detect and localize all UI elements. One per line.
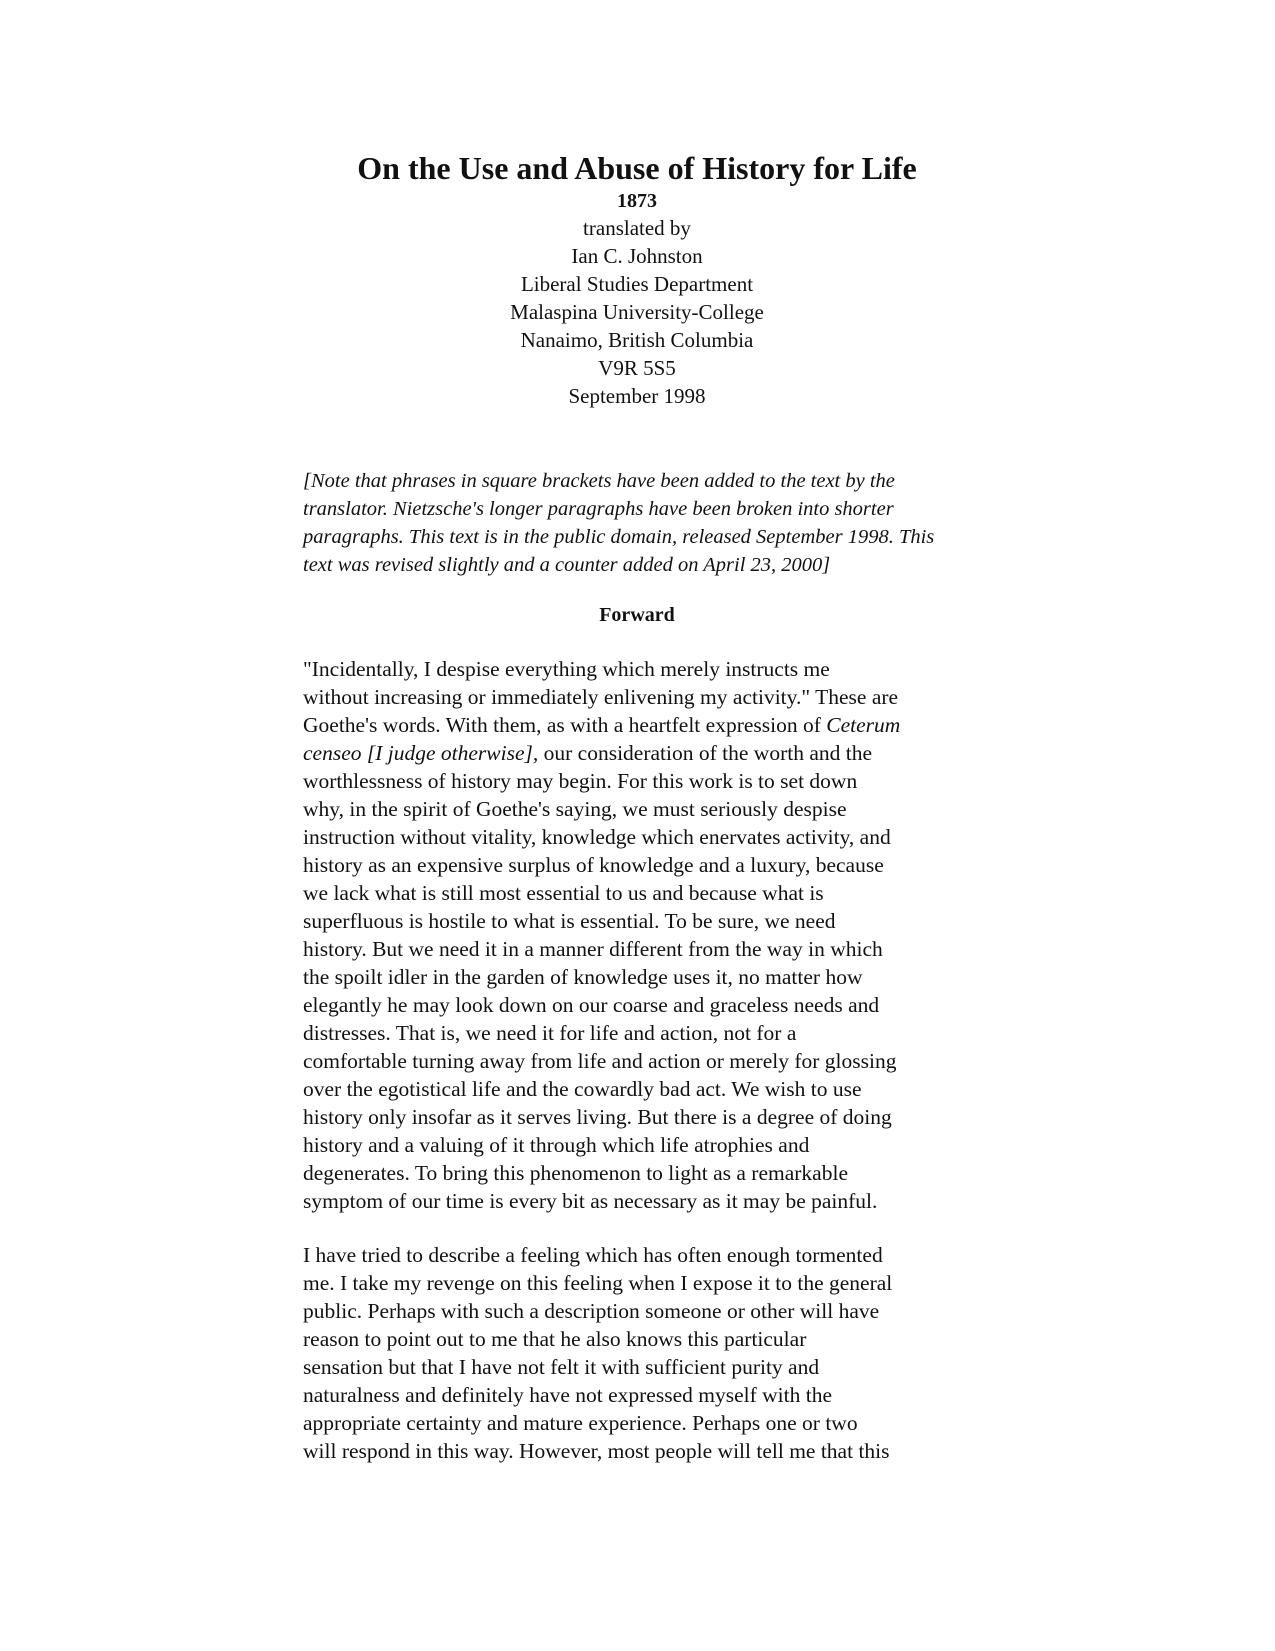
paragraph-line: elegantly he may look down on our coarse and graceless needs and — [303, 993, 880, 1017]
text-column — [303, 148, 971, 1465]
paragraph-text: our consideration of the worth and the — [538, 741, 873, 765]
paragraph-line: public. Perhaps with such a description someone or other will have — [303, 1299, 880, 1323]
paragraph-line: worthlessness of history may begin. For this work is to set down — [303, 769, 858, 793]
section-heading: Forward — [599, 604, 675, 626]
paragraph-line: naturalness and definitely have not expressed myself with the — [303, 1383, 832, 1407]
latin-phrase: censeo [I judge otherwise], — [303, 741, 539, 765]
paragraph-line: superfluous is hostile to what is essential. To be sure, we need — [303, 909, 836, 933]
latin-phrase: Ceterum — [826, 713, 901, 737]
note-line: paragraphs. This text is in the public domain, released September 1998. This — [303, 526, 935, 548]
translator-block — [303, 214, 971, 410]
paragraph-line: distresses. That is, we need it for life and action, not for a — [303, 1021, 797, 1045]
paragraph-line: history and a valuing of it through which life atrophies and — [303, 1133, 810, 1157]
paragraph-line: degenerates. To bring this phenomenon to light as a remarkable — [303, 1161, 848, 1185]
publication-year: 1873 — [617, 190, 657, 212]
document-title: On the Use and Abuse of History for Life — [357, 150, 917, 186]
department-line: Liberal Studies Department — [520, 272, 754, 296]
translated-by-line: translated by — [583, 216, 691, 240]
paragraph-line — [303, 739, 971, 767]
paragraph-line: history as an expensive surplus of knowledge and a luxury, because — [303, 853, 884, 877]
note-line: translator. Nietzsche's longer paragraphs have been broken into shorter — [303, 498, 894, 520]
note-line: text was revised slightly and a counter added on April 23, 2000] — [303, 554, 831, 576]
note-line: [Note that phrases in square brackets have been added to the text by the — [303, 470, 895, 492]
paragraph-line: the spoilt idler in the garden of knowledge uses it, no matter how — [303, 965, 863, 989]
paragraph-line: sensation but that I have not felt it with sufficient purity and — [303, 1355, 820, 1379]
postal-code-line: V9R 5S5 — [598, 356, 676, 380]
paragraph-text: Goethe's words. With them, as with a heartfelt expression of — [303, 713, 827, 737]
paragraph-line: over the egotistical life and the cowardly bad act. We wish to use — [303, 1077, 862, 1101]
paragraph-line: why, in the spirit of Goethe's saying, we must seriously despise — [303, 797, 847, 821]
city-line: Nanaimo, British Columbia — [520, 328, 754, 352]
paragraph-line: comfortable turning away from life and action or merely for glossing — [303, 1049, 897, 1073]
paragraph-line: "Incidentally, I despise everything which merely instructs me — [303, 657, 830, 681]
paragraph-line: we lack what is still most essential to us and because what is — [303, 881, 824, 905]
translator-note — [303, 467, 971, 579]
body-paragraph-2 — [303, 1241, 971, 1465]
paragraph-line: instruction without vitality, knowledge which enervates activity, and — [303, 825, 891, 849]
date-line: September 1998 — [568, 384, 706, 408]
paragraph-line: me. I take my revenge on this feeling when I expose it to the general — [303, 1271, 893, 1295]
paragraph-line: history. But we need it in a manner different from the way in which — [303, 937, 883, 961]
paragraph-line: history only insofar as it serves living. But there is a degree of doing — [303, 1105, 892, 1129]
paragraph-line: without increasing or immediately enlivening my activity." These are — [303, 685, 899, 709]
paragraph-line: reason to point out to me that he also knows this particular — [303, 1327, 807, 1351]
body-paragraph-1 — [303, 655, 971, 1215]
paragraph-line: appropriate certainty and mature experience. Perhaps one or two — [303, 1411, 858, 1435]
paragraph-line — [303, 711, 971, 739]
paragraph-line: I have tried to describe a feeling which has often enough tormented — [303, 1243, 883, 1267]
paragraph-line: will respond in this way. However, most people will tell me that this — [303, 1439, 890, 1463]
institution-line: Malaspina University-College — [510, 300, 764, 324]
paragraph-line: symptom of our time is every bit as necessary as it may be painful. — [303, 1189, 878, 1213]
translator-name: Ian C. Johnston — [571, 244, 703, 268]
